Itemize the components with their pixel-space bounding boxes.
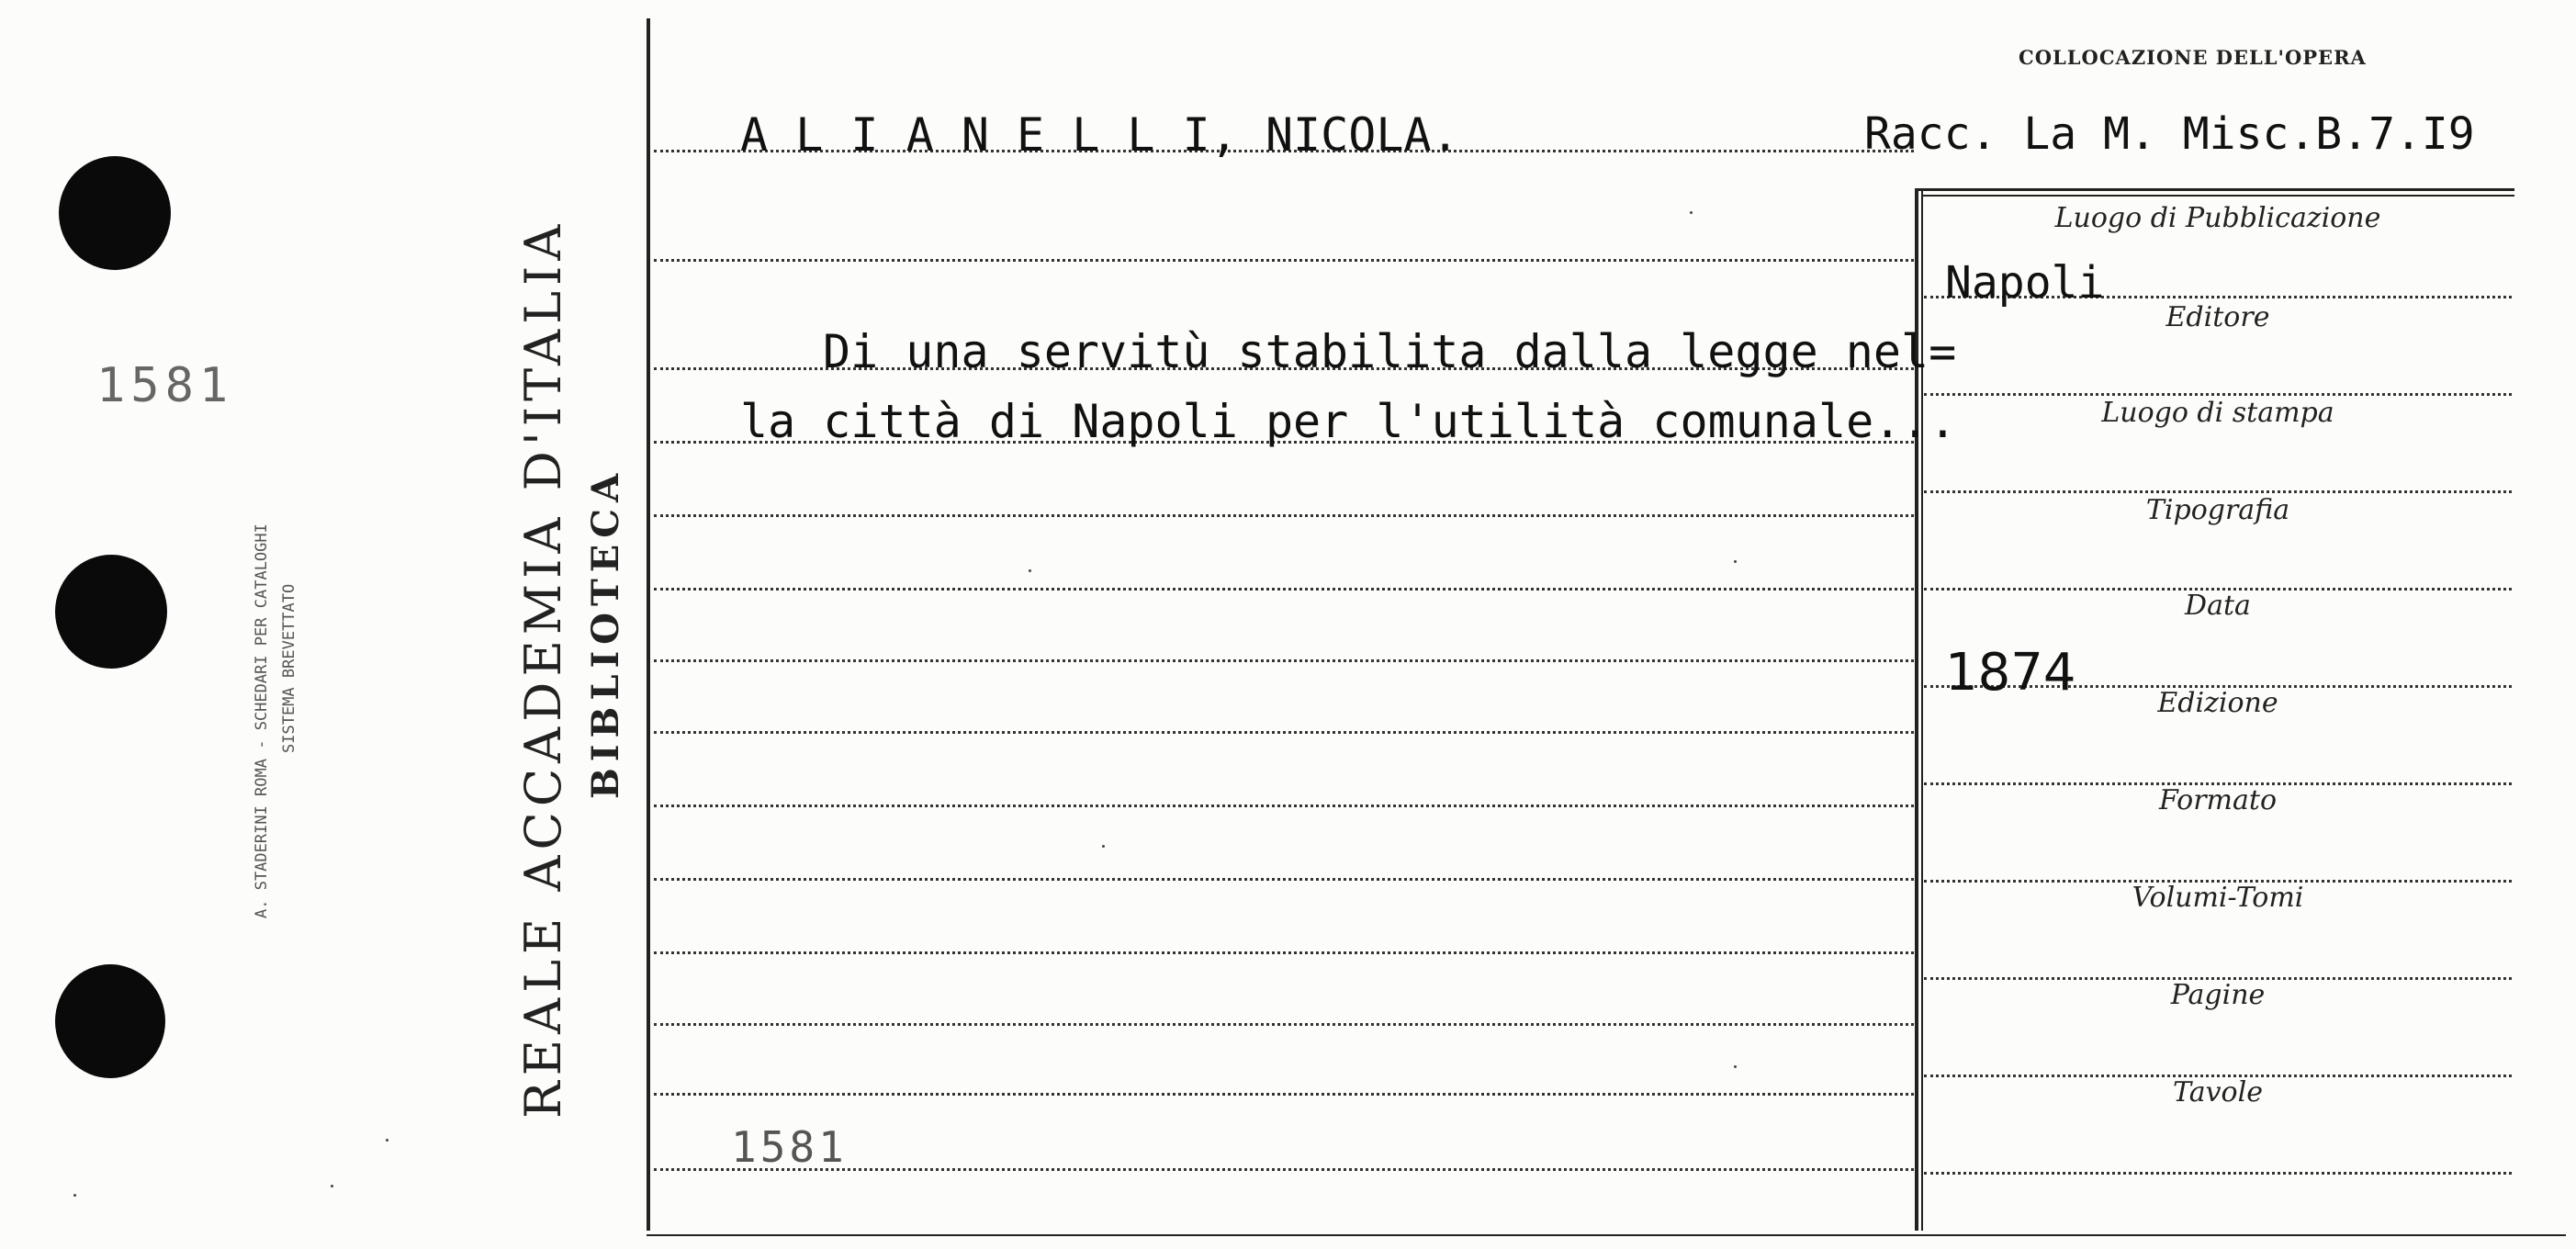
- paper-speck: [1734, 1065, 1737, 1068]
- library-name: BIBLIOTECA: [584, 467, 627, 799]
- binder-hole-middle: [55, 555, 167, 669]
- bottom-edge-line: [647, 1234, 2566, 1236]
- main-rule: [654, 951, 1914, 954]
- shelfmark: Racc. La M. Misc.B.7.I9: [1864, 108, 2475, 160]
- main-rule: [654, 1023, 1914, 1026]
- date-value: 1874: [1945, 643, 2076, 703]
- place-of-publication-label: Luogo di Pubblicazione: [2054, 202, 2381, 234]
- binder-hole-top: [59, 156, 171, 270]
- main-rule: [654, 259, 1914, 262]
- place-of-printing-label: Luogo di stampa: [2101, 397, 2334, 429]
- printer-label: Tipografia: [2145, 494, 2290, 526]
- printer-imprint-2: [280, 584, 298, 753]
- left-margin-line: [647, 18, 650, 1231]
- plates-label: Tavole: [2173, 1076, 2263, 1108]
- main-rule: [654, 878, 1914, 881]
- paper-speck: [73, 1194, 76, 1197]
- main-rule: [654, 731, 1914, 734]
- author-heading: A L I A N E L L I, NICOLA.: [740, 108, 1459, 162]
- printer-line-2: SISTEMA BREVETTATO: [280, 583, 298, 753]
- main-rule: [654, 805, 1914, 807]
- institution-name: REALE ACCADEMIA D'ITALIA: [514, 219, 572, 1119]
- title-line-1: Di una servitù stabilita dalla legge nel=: [823, 325, 1957, 378]
- edition-label: Edizione: [2157, 687, 2278, 719]
- paper-speck: [386, 1139, 388, 1142]
- printer-line-1: A. STADERINI ROMA - SCHEDARI PER CATALOGHI: [253, 523, 271, 918]
- format-label: Formato: [2158, 784, 2278, 816]
- pages-label: Pagine: [2170, 979, 2266, 1011]
- printer-imprint: [253, 523, 271, 918]
- main-rule: [654, 588, 1914, 591]
- place-of-publication-value: Napoli: [1945, 257, 2105, 309]
- publisher-label: Editore: [2165, 301, 2270, 333]
- main-rule: [654, 514, 1914, 517]
- date-label: Data: [2185, 590, 2251, 622]
- paper-speck: [1029, 569, 1031, 572]
- left-accession-number: 1581: [96, 358, 234, 413]
- column-top-line: [1918, 188, 2514, 191]
- binder-hole-bottom: [55, 964, 165, 1078]
- paper-speck: [1102, 845, 1105, 848]
- field-rule: [1924, 1172, 2512, 1175]
- field-rule: [1924, 490, 2512, 493]
- collocation-header: COLLOCAZIONE DELL'OPERA: [2019, 46, 2367, 69]
- title-line-2: la città di Napoli per l'utilità comunale...: [740, 395, 1957, 448]
- paper-speck: [1734, 560, 1737, 563]
- column-top-line-2: [1923, 195, 2514, 197]
- field-rule: [1924, 393, 2512, 396]
- volumes-label: Volumi-Tomi: [2132, 882, 2304, 914]
- paper-speck: [1690, 211, 1693, 214]
- paper-speck: [331, 1185, 333, 1187]
- bottom-accession-number: 1581: [731, 1122, 848, 1172]
- main-rule: [654, 1093, 1914, 1096]
- main-rule: [654, 659, 1914, 662]
